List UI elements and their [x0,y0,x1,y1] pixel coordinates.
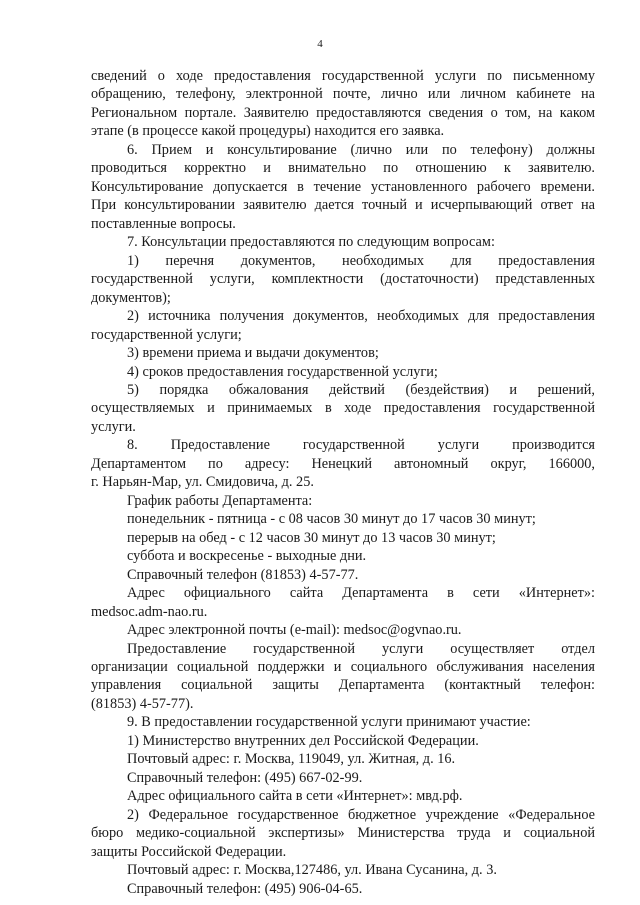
text-line: 3) времени приема и выдачи документов; [127,345,379,362]
text-line: государственной услуги, комплектности (достаточности) представленных [91,271,595,288]
text-line: График работы Департамента: [127,492,313,509]
text-line: суббота и воскресенье - выходные дни. [127,548,367,565]
text-line: 2) источника получения документов, необходимых для предоставления [127,308,595,325]
page-number: 4 [317,38,323,50]
text-line: 9. В предоставлении государственной услуги принимают участие: [127,714,531,731]
text-line: 6. Прием и консультирование (лично или по телефону) должны [127,141,595,158]
text-line: осуществляемых и принимаемых в ходе предоставления государственной [91,400,595,417]
text-line: проводиться корректно и внимательно по отношению к заявителю. [91,160,595,177]
text-line: сведений о ходе предоставления государственной услуги по письменному [91,68,595,84]
text-line: управления социальной защиты Департамента (контактный телефон: [91,677,595,694]
text-line: 1) перечня документов, необходимых для предоставления [127,252,595,269]
text-line: г. Нарьян-Мар, ул. Смидовича, д. 25. [91,474,314,491]
text-line: 1) Министерство внутренних дел Российской Федерации. [127,732,479,749]
text-line: medsoc.adm-nao.ru. [91,603,208,620]
text-line: поставленные вопросы. [91,215,236,232]
text-line: При консультировании заявителю дается точный и исчерпывающий ответ на [91,197,595,214]
text-line: Почтовый адрес: г. Москва,127486, ул. Ивана Сусанина, д. 3. [127,862,497,879]
document-body [91,67,595,898]
text-line: услуги. [91,418,136,435]
text-line: Региональном портале. Заявителю предоставляются сведения о том, на каком [91,104,595,121]
text-line: Справочный телефон (81853) 4-57-77. [127,566,359,583]
text-line: Департаментом по адресу: Ненецкий автономный округ, 166000, [91,455,595,472]
text-line: Справочный телефон: (495) 667-02-99. [127,769,363,786]
text-line: понедельник - пятница - с 08 часов 30 минут до 17 часов 30 минут; [127,511,536,528]
text-line: этапе (в процессе какой процедуры) находится его заявка. [91,123,445,140]
text-line: перерыв на обед - с 12 часов 30 минут до 13 часов 30 минут; [127,529,496,546]
text-line: Предоставление государственной услуги осуществляет отдел [127,640,595,657]
text-line: 4) сроков предоставления государственной услуги; [127,363,438,380]
text-line: Адрес электронной почты (e-mail): medsoc@ogvnao.ru. [127,622,462,639]
text-line: 2) Федеральное государственное бюджетное учреждение «Федеральное [127,806,595,823]
text-line: бюро медико-социальной экспертизы» Министерства труда и социальной [91,825,595,842]
text-line: обращению, телефону, электронной почте, лично или личном кабинете на [91,86,595,103]
text-line: Справочный телефон: (495) 906-04-65. [127,880,363,897]
text-line: Адрес официального сайта в сети «Интернет»: мвд.рф. [127,788,463,805]
text-line: 7. Консультации предоставляются по следующим вопросам: [127,234,495,251]
text-line: Адрес официального сайта Департамента в сети «Интернет»: [127,585,595,602]
text-line: Почтовый адрес: г. Москва, 119049, ул. Житная, д. 16. [127,751,456,768]
text-line: защиты Российской Федерации. [91,843,287,860]
text-line: 5) порядка обжалования действий (бездействия) и решений, [127,381,595,398]
text-line: государственной услуги; [91,326,242,343]
text-line: Консультирование допускается в течение установленного рабочего времени. [91,178,595,195]
text-line: документов); [91,289,171,306]
text-line: (81853) 4-57-77). [91,695,194,712]
text-line: организации социальной поддержки и социального обслуживания населения [91,659,595,675]
text-line: 8. Предоставление государственной услуги производится [127,437,595,454]
